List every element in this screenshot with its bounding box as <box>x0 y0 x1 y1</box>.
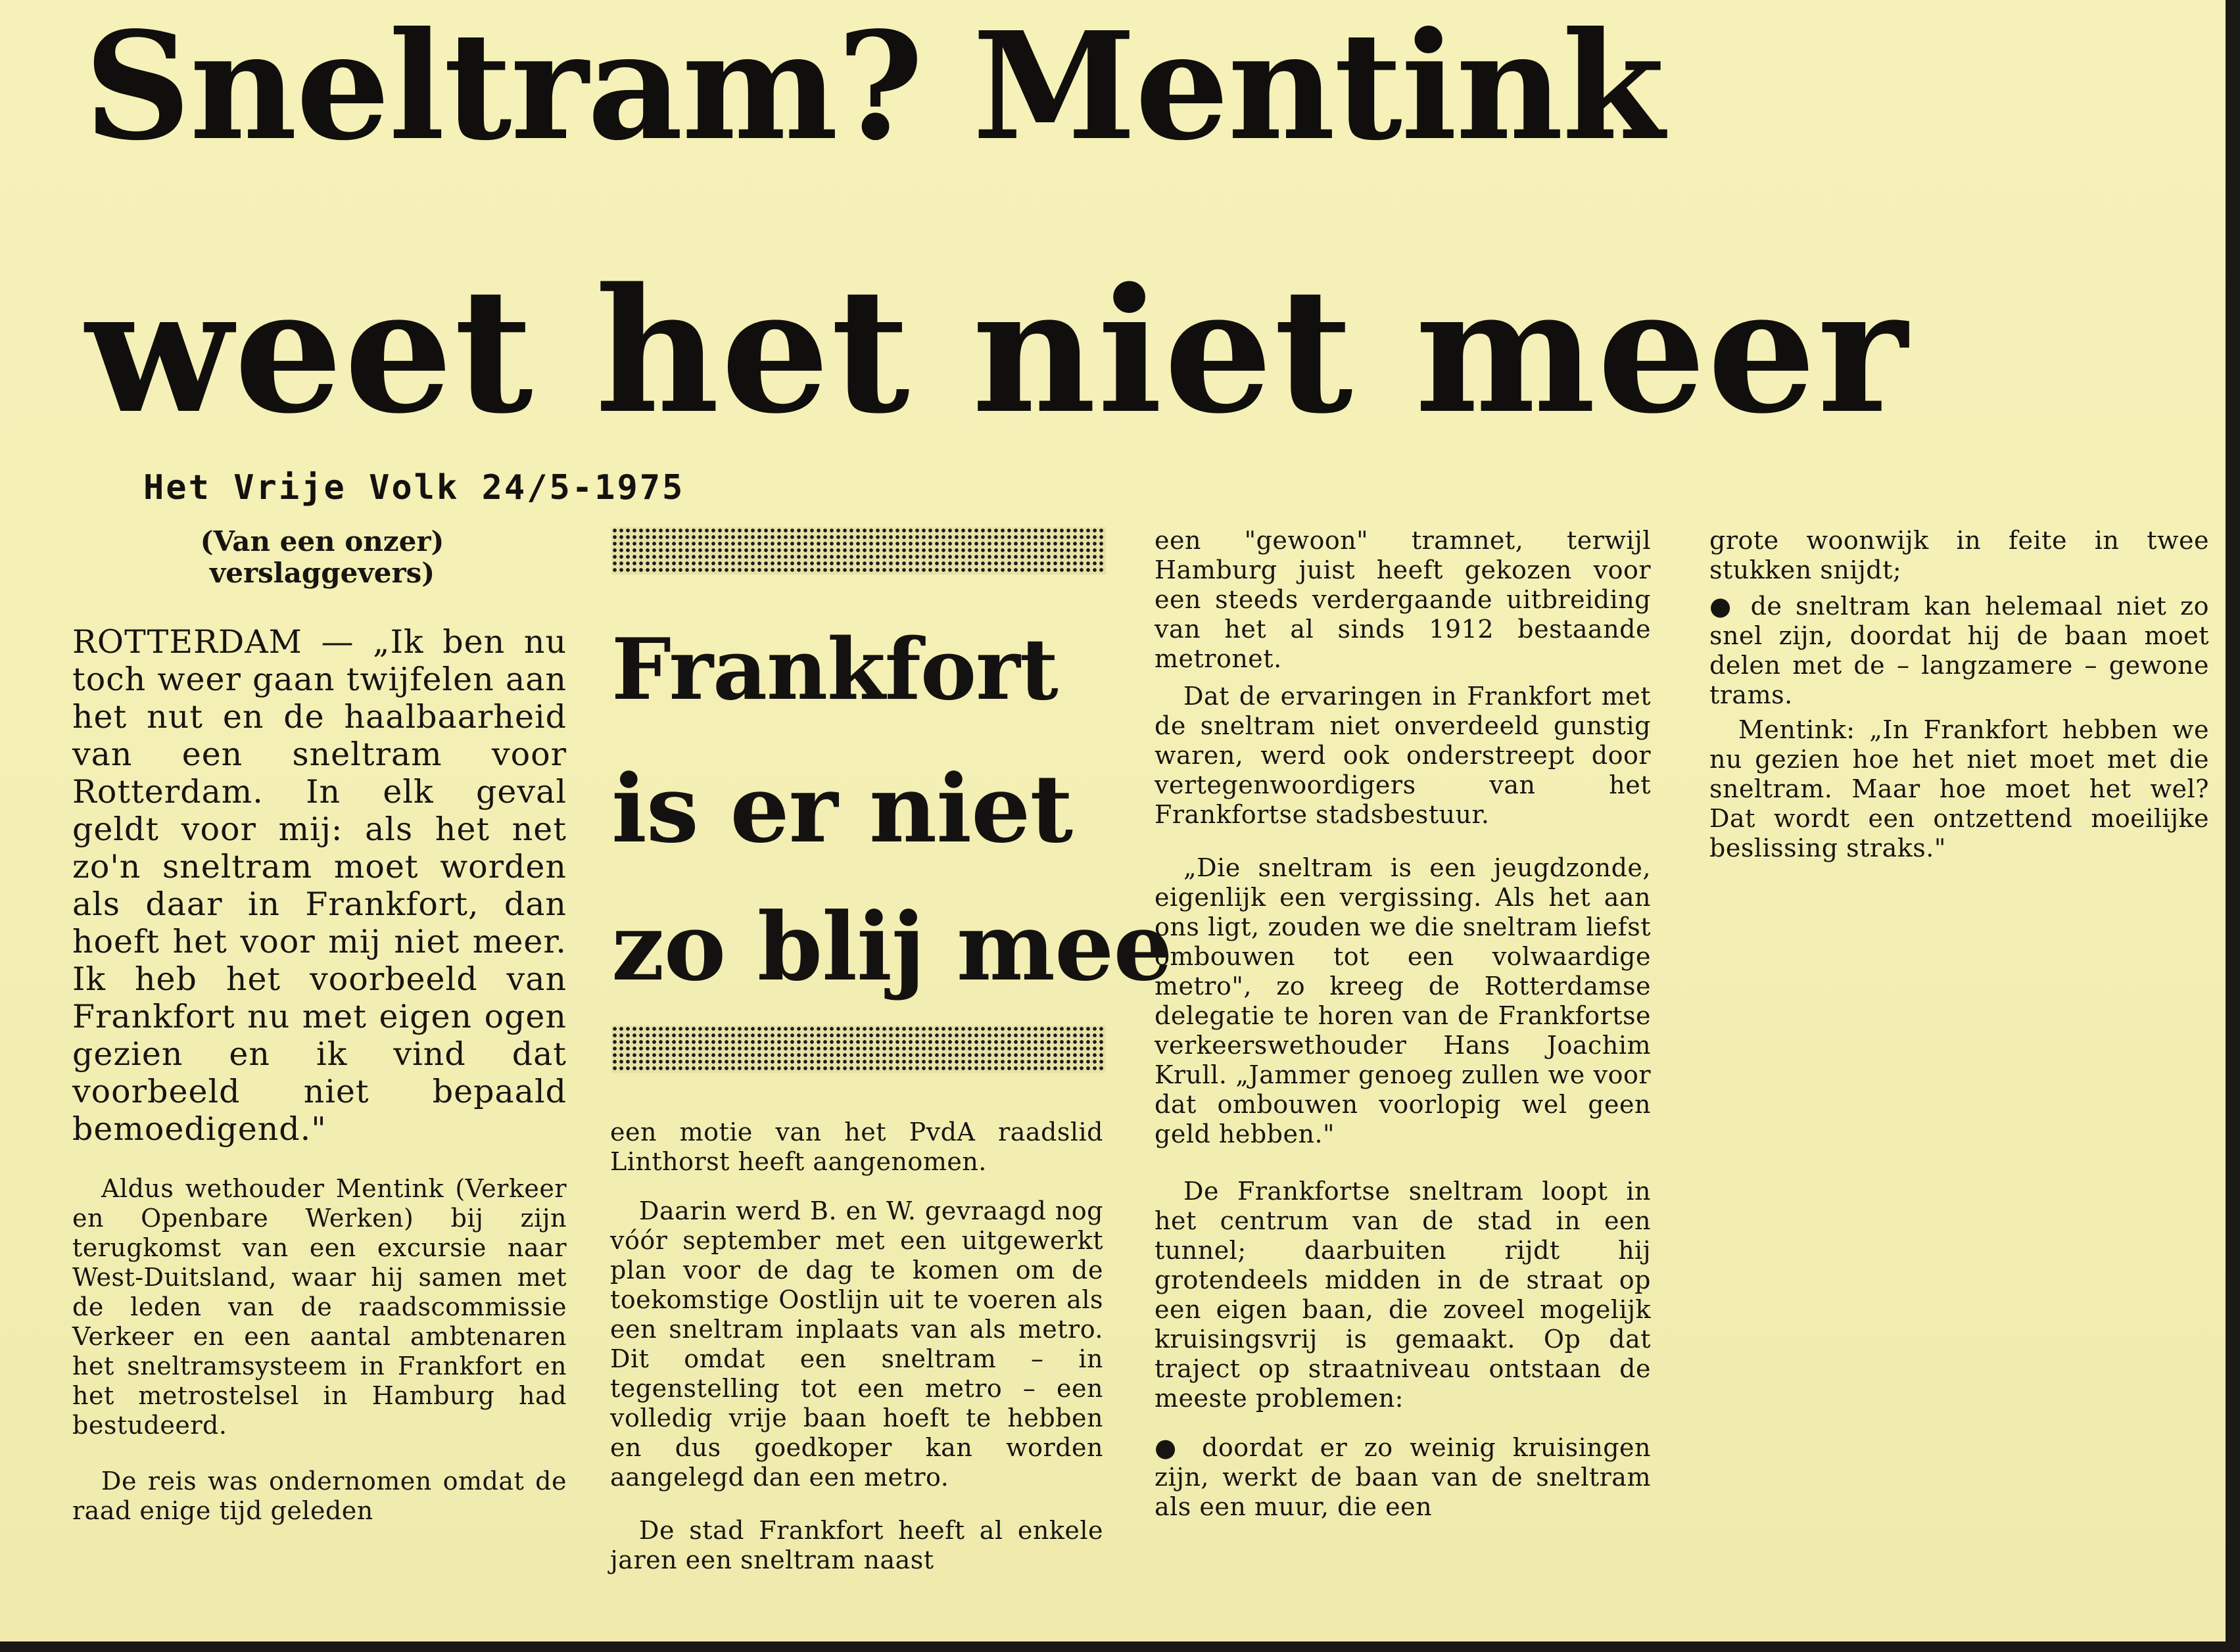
article-column-2 <box>610 1118 1103 1575</box>
scan-edge-right <box>2226 0 2240 1652</box>
hatched-rule-top <box>611 527 1106 575</box>
quote-paragraph: „Die sneltram is een jeugdzonde, eigenlijk een vergissing. Als het aan ons ligt, zouden we die sneltram liefst ombouwen tot een volwaardige metro", zo kreeg de Rotterdamse delegatie te horen van de Frankfortse verkeerswethouder Hans Joachim Krull. „Jammer genoeg zullen we voor dat ombouwen voorlopig wel geen geld hebben." <box>1155 853 1651 1148</box>
headline-line-1: Sneltram? Mentink <box>84 0 1663 174</box>
byline: (Van een onzer) verslaggevers) <box>200 525 444 589</box>
subhead-line-3: zo blij mee <box>611 893 1172 1002</box>
paragraph: Mentink: „In Frankfort hebben we nu gezien hoe het niet moet met die sneltram. Maar hoe moet het wel? Dat wordt een ontzettend moeilijke beslissing straks." <box>1709 715 2209 862</box>
hatched-rule-bottom <box>611 1026 1106 1073</box>
subhead-line-2: is er niet <box>611 755 1073 864</box>
paragraph: grote woonwijk in feite in twee stukken snijdt; <box>1709 526 2209 584</box>
article-column-3 <box>1155 526 1651 1522</box>
source-stamp: Het Vrije Volk 24/5-1975 <box>143 468 685 507</box>
article-column-1 <box>72 526 567 1526</box>
bullet-item: ● de sneltram kan helemaal niet zo snel zijn, doordat hij de baan moet delen met de – langzamere – gewone trams. <box>1709 592 2209 709</box>
scan-edge-bottom <box>0 1641 2240 1652</box>
paragraph: De stad Frankfort heeft al enkele jaren een sneltram naast <box>610 1516 1103 1574</box>
paragraph: een motie van het PvdA raadslid Linthorst heeft aangenomen. <box>610 1118 1103 1176</box>
article-column-4 <box>1709 526 2209 863</box>
headline-line-2: weet het niet meer <box>85 251 1909 452</box>
subhead-line-1: Frankfort <box>611 621 1058 719</box>
paragraph: De Frankfortse sneltram loopt in het centrum van de stad in een tunnel; daarbuiten rijdt hij grotendeels midden in de straat op een eigen baan, die zoveel mogelijk kruisingsvrij is gemaakt. Op dat traject op straatniveau ontstaan de meeste problemen: <box>1155 1177 1651 1413</box>
paragraph: Daarin werd B. en W. gevraagd nog vóór september met een uitgewerkt plan voor de dag te komen om de toekomstige Oostlijn uit te voeren als een sneltram inplaats van als metro. Dit omdat een sneltram – in tegenstelling tot een metro – een volledig vrije baan hoeft te hebben en dus goedkoper kan worden aangelegd dan een metro. <box>610 1196 1103 1492</box>
lead-paragraph: ROTTERDAM — „Ik ben nu toch weer gaan twijfelen aan het nut en de haalbaarheid van een sneltram voor Rotterdam. In elk geval geldt voor mij: als het net zo'n sneltram moet worden als daar in Frankfort, dan hoeft het voor mij niet meer. Ik heb het voorbeeld van Frankfort nu met eigen ogen gezien en ik vind dat voorbeeld niet bepaald bemoedigend." <box>72 623 567 1148</box>
paragraph: een "gewoon" tramnet, terwijl Hamburg juist heeft gekozen voor een steeds verdergaande uitbreiding van het al sinds 1912 bestaande metronet. <box>1155 526 1651 673</box>
paragraph: Dat de ervaringen in Frankfort met de sneltram niet onverdeeld gunstig waren, werd ook onderstreept door vertegenwoordigers van het Frankfortse stadsbestuur. <box>1155 682 1651 829</box>
paragraph: Aldus wethouder Mentink (Verkeer en Openbare Werken) bij zijn terugkomst van een excursie naar West-Duitsland, waar hij samen met de leden van de raadscommissie Verkeer en een aantal ambtenaren het sneltramsysteem in Frankfort en het metrostelsel in Hamburg had bestudeerd. <box>72 1174 567 1440</box>
paragraph: De reis was ondernomen omdat de raad enige tijd geleden <box>72 1467 567 1525</box>
bullet-item: ● doordat er zo weinig kruisingen zijn, werkt de baan van de sneltram als een muur, die een <box>1155 1433 1651 1521</box>
